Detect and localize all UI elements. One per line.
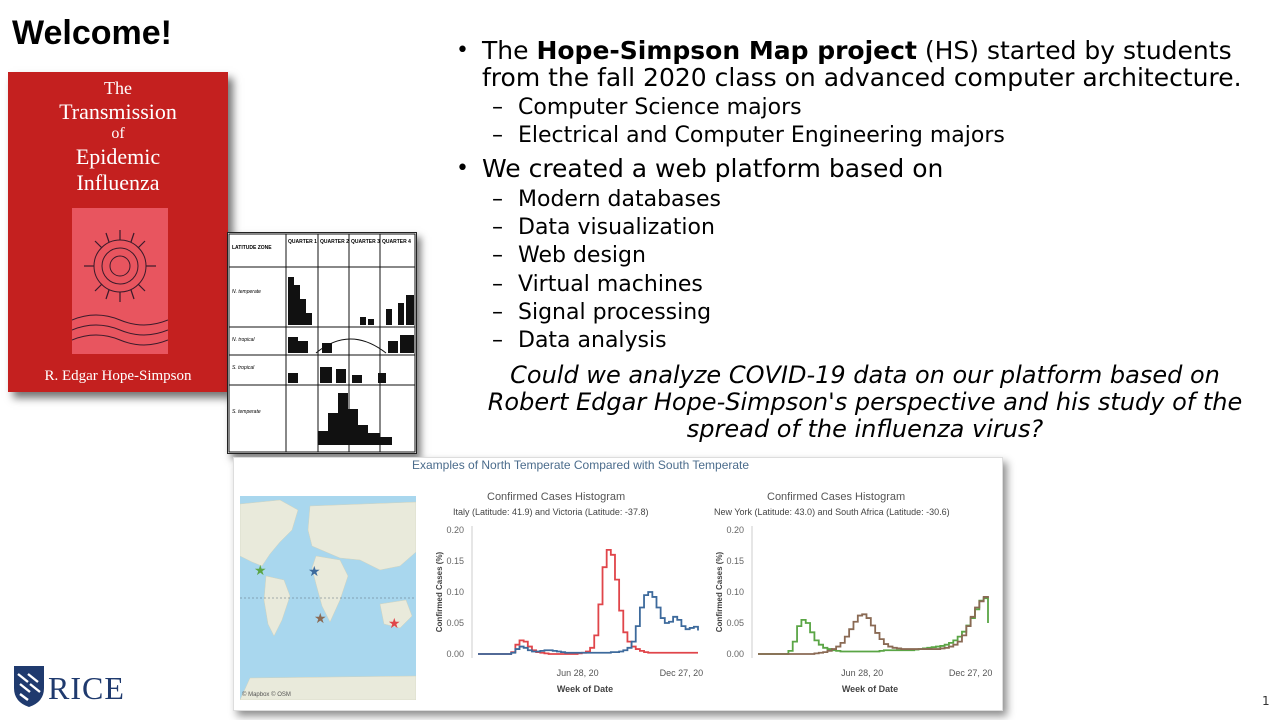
historical-histogram-table bbox=[227, 232, 417, 454]
quarter-header: QUARTER 3 bbox=[351, 239, 380, 245]
y-axis-label: Confirmed Cases (%) bbox=[435, 551, 444, 633]
y-tick-label: 0.10 bbox=[726, 587, 744, 597]
world-map[interactable] bbox=[240, 496, 416, 700]
victoria-star-icon[interactable]: ★ bbox=[388, 615, 401, 631]
x-axis-label: Week of Date bbox=[556, 684, 614, 694]
y-tick-label: 0.15 bbox=[726, 556, 744, 566]
chart-title: Confirmed Cases Histogram bbox=[767, 491, 906, 503]
y-tick-label: 0.05 bbox=[726, 618, 744, 628]
series-line-italy[interactable] bbox=[478, 550, 698, 654]
book-title-line: Epidemic bbox=[75, 144, 161, 169]
quarter-header: QUARTER 4 bbox=[382, 239, 411, 245]
zone-label: N. temperate bbox=[232, 289, 261, 295]
zone-label: S. tropical bbox=[232, 365, 255, 371]
y-tick-label: 0.15 bbox=[446, 556, 464, 566]
x-tick-label: Jun 28, 20 bbox=[841, 668, 884, 678]
italy-star-icon[interactable]: ★ bbox=[308, 563, 321, 579]
y-tick-label: 0.10 bbox=[446, 587, 464, 597]
project-name: Hope-Simpson Map project bbox=[536, 36, 917, 65]
y-tick-label: 0.00 bbox=[446, 649, 464, 659]
zone-label: S. temperate bbox=[232, 409, 261, 415]
page-heading: Welcome! bbox=[12, 14, 172, 52]
book-title-line: Influenza bbox=[76, 170, 160, 195]
quarter-header: QUARTER 1 bbox=[288, 239, 317, 245]
virus-illustration bbox=[72, 208, 168, 354]
quarter-header: QUARTER 2 bbox=[320, 239, 349, 245]
page-number: 1 bbox=[1262, 694, 1270, 708]
table-col-header: LATITUDE ZONE bbox=[232, 245, 272, 251]
y-axis-label: Confirmed Cases (%) bbox=[715, 551, 724, 633]
chart-subtitle: New York (Latitude: 43.0) and South Africa (Latitude: -30.6) bbox=[714, 507, 950, 517]
dashboard-title: Examples of North Temperate Compared with South Temperate bbox=[412, 458, 750, 472]
bullet-text: (HS) started by students bbox=[916, 36, 1232, 65]
book-cover-image bbox=[8, 72, 228, 392]
book-title-line: of bbox=[111, 125, 125, 142]
chart-newyork-southafrica bbox=[704, 520, 994, 700]
y-tick-label: 0.00 bbox=[726, 649, 744, 659]
x-tick-label: Dec 27, 20 bbox=[948, 668, 993, 678]
y-tick-label: 0.05 bbox=[446, 618, 464, 628]
book-title-line: The bbox=[104, 78, 132, 98]
chart-title: Confirmed Cases Histogram bbox=[487, 491, 626, 503]
rice-shield-icon bbox=[12, 664, 46, 708]
rice-logo bbox=[12, 664, 46, 712]
bullet-dot-icon: • bbox=[456, 156, 469, 181]
south-africa-star-icon[interactable]: ★ bbox=[314, 610, 327, 626]
zone-label: N. tropical bbox=[232, 337, 255, 343]
series-line-victoria[interactable] bbox=[478, 592, 698, 654]
bullet-text: The bbox=[482, 36, 537, 65]
x-axis-label: Week of Date bbox=[841, 684, 899, 694]
map-credit: © Mapbox © OSM bbox=[242, 692, 291, 698]
x-tick-label: Dec 27, 20 bbox=[659, 668, 704, 678]
bullet-dot-icon: • bbox=[456, 38, 469, 63]
y-tick-label: 0.20 bbox=[446, 525, 464, 535]
book-author: R. Edgar Hope-Simpson bbox=[44, 368, 192, 384]
chart-subtitle: Italy (Latitude: 41.9) and Victoria (Latitude: -37.8) bbox=[453, 507, 649, 517]
new-york-star-icon[interactable]: ★ bbox=[254, 562, 267, 578]
book-title-line: Transmission bbox=[59, 99, 177, 124]
research-question: Could we analyze COVID-19 data on our platform based on Robert Edgar Hope-Simpson's perspective and his study of the spread of the influenza virus? bbox=[487, 361, 1243, 443]
dashboard-screenshot bbox=[233, 457, 1003, 711]
chart-italy-victoria bbox=[424, 520, 704, 700]
rice-wordmark: RICE bbox=[48, 670, 125, 706]
x-tick-label: Jun 28, 20 bbox=[556, 668, 599, 678]
y-tick-label: 0.20 bbox=[726, 525, 744, 535]
